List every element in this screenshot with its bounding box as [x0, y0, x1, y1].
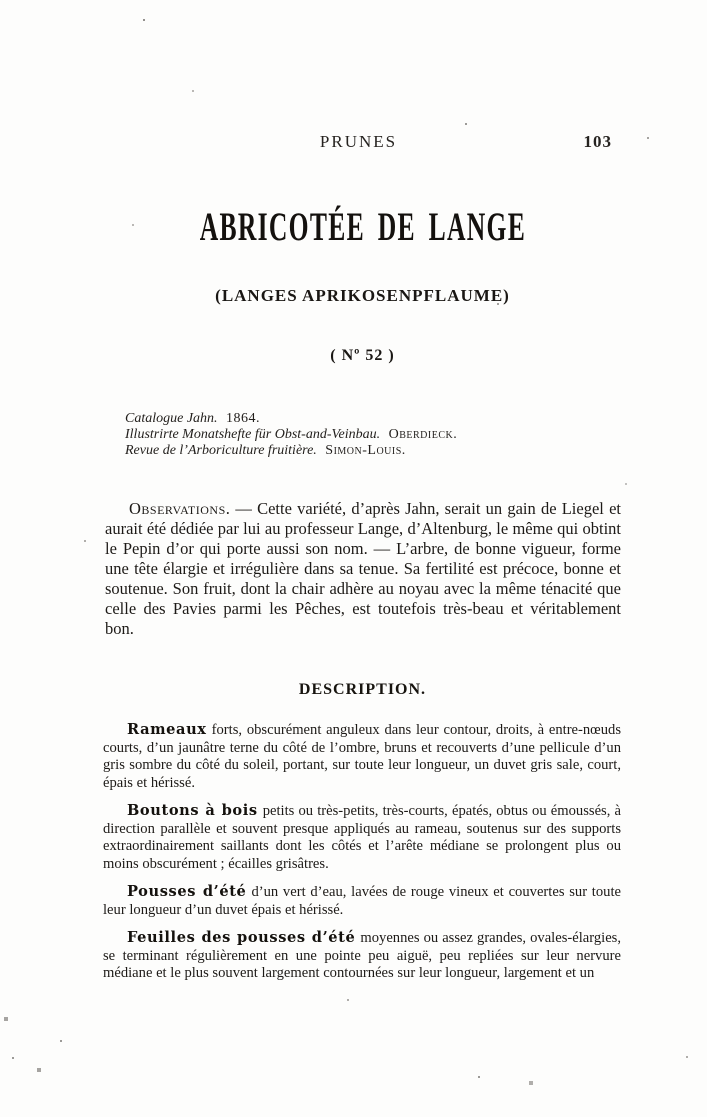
reference-title: Illustrirte Monatshefte für Obst-and-Veinbau. [125, 427, 381, 442]
observations-text: — Cette variété, d’après Jahn, serait un gain de Liegel et aurait été dédiée par lui au professeur Lange, d’Altenburg, le même qui obtint le Pepin d’or qui porte aussi son nom. — L’arbre, de bonne vigueur, forme une tête élargie et irrégulière dans sa tenue. Sa fertilité est précoce, bonne et soutenue. Son fruit, dont la chair adhère au noyau avec la même ténacité que celle des Pavies parmi les Pêches, est toutefois très-beau et véritablement bon. [105, 499, 621, 638]
paragraph-text: moyennes ou assez grandes, ovales-élargies, se terminant régulièrement en une pointe peu aiguë, peu repliées sur leur nervure médiane et le plus souvent largement contournées sur leur longueur, largement et un [103, 930, 621, 981]
paragraph-text: petits ou très-petits, très-courts, épatés, obtus ou émoussés, à direction parallèle et souvent presque appliqués au rameau, soutenus sur des supports extraordinairement saillants dont les côtés et l’arête médiane se prolongent plus ou moins obscurément ; écailles grisâtres. [103, 803, 622, 872]
variety-title [105, 203, 620, 250]
scan-speckles [0, 0, 2, 2]
page-number: 103 [583, 132, 612, 151]
description-paragraph-feuilles [103, 929, 621, 983]
paragraph-text: forts, obscurément anguleux dans leur contour, droits, à entre-nœuds courts, d’un jaunâtre terne du côté de l’ombre, bruns et recouverts d’une pellicule d’un gris sombre du côté du soleil, portant, sur toute leur longueur, un duvet gris sale, court, épais et hérissé. [103, 722, 621, 791]
variety-title-text: ABRICOTÉE DE LANGE [199, 204, 526, 249]
running-title: PRUNES [319, 132, 398, 151]
reference-author: Oberdieck. [388, 427, 458, 442]
observations-label: Observations. [129, 499, 231, 518]
paragraph-text: d’un vert d’eau, lavées de rouge vineux et couvertes sur toute leur longueur d’un duvet épais et hérissé. [103, 884, 621, 918]
variety-number: ( Nº 52 ) [330, 347, 395, 364]
paragraph-lead: Rameaux [127, 721, 207, 738]
reference-title: Revue de l’Arboriculture fruitière. [125, 443, 317, 458]
description-paragraph-boutons [103, 802, 621, 873]
paragraph-lead: Feuilles des pousses d’été [127, 929, 356, 946]
paragraph-lead: Pousses d’été [127, 883, 247, 900]
description-body [103, 721, 621, 993]
reference-item [125, 443, 620, 459]
running-header [105, 132, 612, 152]
description-paragraph-pousses [103, 883, 621, 919]
paragraph-lead: Boutons à bois [127, 802, 258, 819]
reference-item [125, 427, 620, 443]
reference-item [125, 411, 620, 427]
reference-list [125, 411, 620, 459]
variety-subtitle: (LANGES APRIKOSENPFLAUME) [215, 286, 510, 305]
description-heading: DESCRIPTION. [298, 681, 427, 698]
reference-title: Catalogue Jahn. [125, 411, 218, 426]
reference-author: 1864. [226, 411, 261, 426]
reference-author: Simon-Louis. [325, 443, 406, 458]
observations-paragraph [105, 499, 621, 639]
description-paragraph-rameaux [103, 721, 621, 792]
